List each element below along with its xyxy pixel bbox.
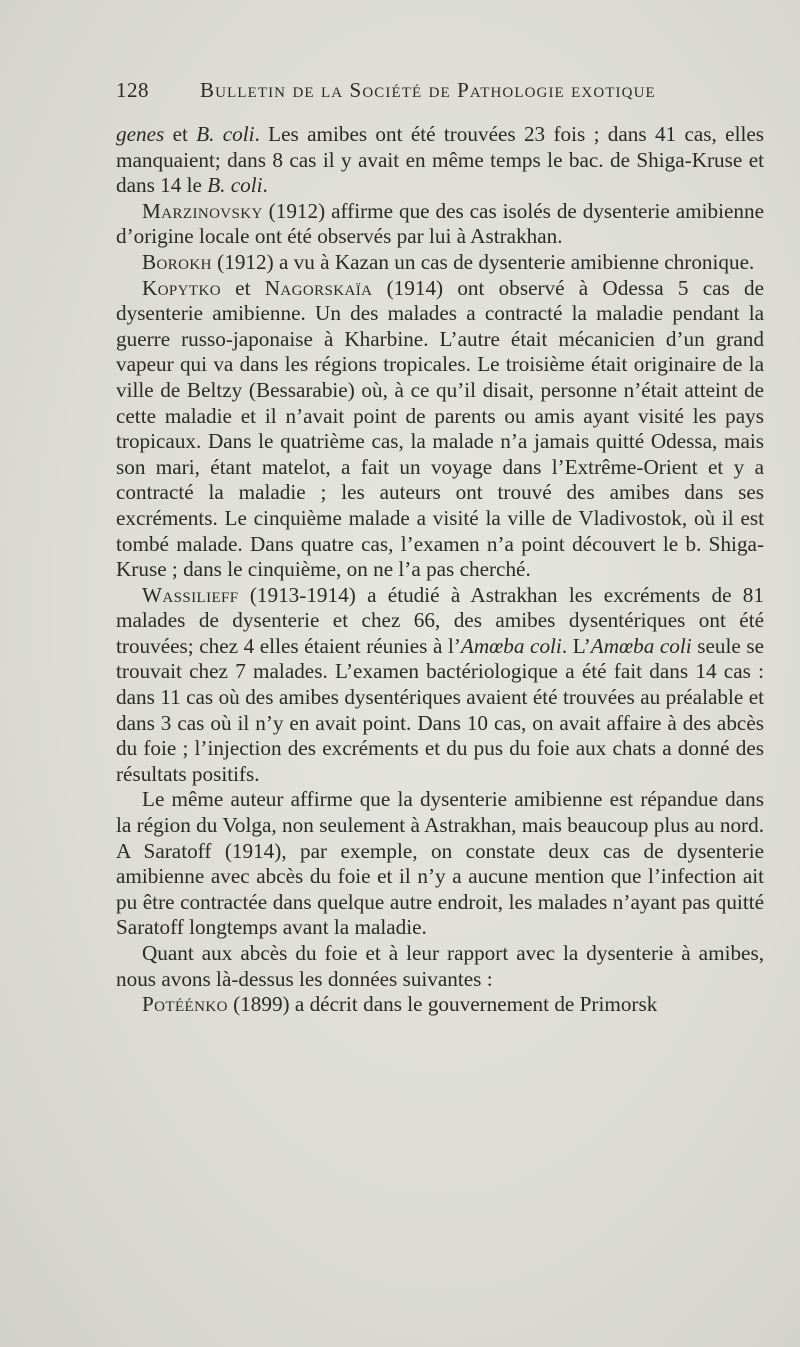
author-name: Potéénko [142,992,228,1017]
author-name: Wassilieff [142,582,239,607]
author-name: Kopytko [142,275,221,300]
italic-text: genes [116,122,165,146]
italic-text: Amœba coli [590,633,692,658]
text-run: (1899) a décrit dans le gouvernement de Primorsk [227,992,658,1017]
page-number: 128 [116,78,149,102]
italic-text: Amœba coli [460,633,562,658]
paragraph [116,941,764,992]
paragraph [116,787,764,941]
text-run: (1914) ont observé à Odessa 5 cas de dysenterie amibienne. Un des malades a contracté la maladie pendant la guerre russo-japonaise à Kharbine. L’autre était mécanicien d’un grand vapeur qui va dans les régions tropicales. Le troisième était originaire de la ville de Beltzy (Bessarabie) où, à ce qu’il disait, personne n’était atteint de cette maladie et il n’avait point de parents ou amis ayant visité les pays tropicaux. Dans le quatrième cas, la malade n’a jamais quitté Odessa, mais son mari, étant matelot, a fait un voyage dans l’Extrême-Orient et y a contracté la maladie ; les auteurs ont trouvé des amibes dans ses excréments. Le cinquième malade a visité la ville de Vladivostok, où il est tombé malade. Dans quatre cas, l’examen n’a point découvert le b. Shiga-Kruse ; dans le cinquième, on ne l’a pas cherché. [116,275,764,582]
author-name: Borokh [142,249,212,274]
paragraph [116,583,764,788]
paragraph [116,992,764,1018]
paragraph [116,250,764,276]
author-name: Nagorskaïa [264,275,373,300]
text-run: (1913-1914) a étudié à Astrakhan les excréments de 81 malades de dysenterie et chez 66, des amibes dysentériques ont été trouvées; chez 4 elles étaient réunies à l’ [116,582,764,658]
author-name: Marzinovsky [142,198,263,223]
text-run: Quant aux abcès du foie et à leur rapport avec la dysenterie à amibes, nous avons là-dessus les données suivantes : [116,941,764,991]
text-run: seule se trouvait chez 7 malades. L’examen bactériologique a été fait dans 14 cas : dans 11 cas où des amibes dysentériques avaient été trouvées au préalable et dans 3 cas où il n’y en avait point. Dans 10 cas, on avait affaire à des abcès du foie ; l’injection des excréments et du pus du foie aux chats a donné des résultats positifs. [116,633,765,786]
journal-title: Bulletin de la Société de Pathologie exotique [200,78,656,102]
text-run: et [164,122,197,146]
text-run: . [262,173,268,198]
text-run: et [220,275,265,300]
running-head [116,78,764,112]
text-run: . Les amibes ont été trouvées 23 fois ; dans 41 cas, elles manquaient; dans 8 cas il y avait en même temps le bac. de Shiga-Kruse et dans 14 le [116,122,764,198]
paragraph [116,199,764,250]
paragraph [116,122,764,199]
text-run: . L’ [561,633,591,658]
body-text [116,122,764,1018]
paragraph [116,276,764,583]
text-run: Le même auteur affirme que la dysenterie amibienne est répandue dans la région du Volga, non seulement à Astrakhan, mais beaucoup plus au nord. A Saratoff (1914), par exemple, on constate deux cas de dysenterie amibienne avec abcès du foie et il n’y a aucune mention que l’infection ait pu être contractée dans quelque autre endroit, les malades n’ayant pas quitté Saratoff longtemps avant la maladie. [116,787,764,940]
italic-text: B. coli [196,122,255,146]
text-run: (1912) a vu à Kazan un cas de dysenterie amibienne chronique. [211,249,755,274]
text-run: (1912) affirme que des cas isolés de dysenterie amibienne d’origine locale ont été observés par lui à Astrakhan. [116,198,764,249]
italic-text: B. coli [207,173,263,198]
